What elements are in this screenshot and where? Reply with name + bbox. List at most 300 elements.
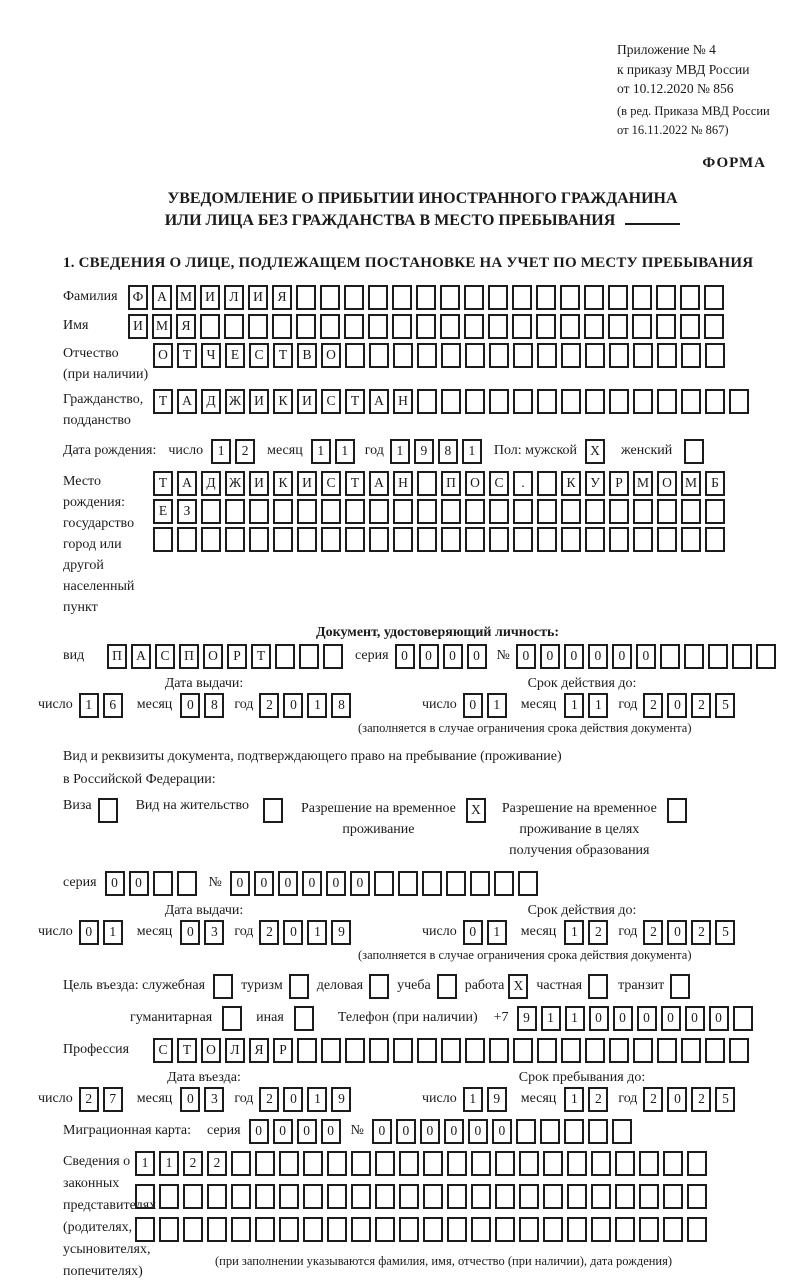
citizenship-cells-cell[interactable] <box>681 389 701 414</box>
birth-place-row3-cells-cell[interactable] <box>609 527 629 552</box>
guardians-row2-cells-cell[interactable] <box>135 1184 155 1209</box>
profession-cells-cell[interactable] <box>537 1038 557 1063</box>
guardians-row2-cells-cell[interactable] <box>351 1184 371 1209</box>
guardians-row3-cells-cell[interactable] <box>135 1217 155 1242</box>
birth-place-row2-cells-cell[interactable] <box>321 499 341 524</box>
purpose-transit-checkbox[interactable] <box>670 974 694 999</box>
purpose-work-checkbox[interactable] <box>508 974 532 999</box>
guardians-row2-cells-cell[interactable] <box>207 1184 227 1209</box>
doc-number-cells-cell[interactable]: 0 <box>540 644 560 669</box>
doc-issue-year-cells-cell[interactable]: 0 <box>283 693 303 718</box>
doc-type-cells-cell[interactable] <box>275 644 295 669</box>
profession-cells-cell[interactable] <box>441 1038 461 1063</box>
birth-place-row1-cells-cell[interactable]: П <box>441 471 461 496</box>
mig-number-cells-cell[interactable] <box>516 1119 536 1144</box>
res-issue-month-cells-cell[interactable]: 3 <box>204 920 224 945</box>
birth-place-row2-cells-cell[interactable] <box>393 499 413 524</box>
guardians-row2-cells-cell[interactable] <box>615 1184 635 1209</box>
mig-number-cells-cell[interactable] <box>540 1119 560 1144</box>
surname-cells-cell[interactable] <box>512 285 532 310</box>
doc-type-cells-cell[interactable]: С <box>155 644 175 669</box>
temp-residence-checkbox[interactable] <box>466 798 490 823</box>
profession-cells-cell[interactable]: Т <box>177 1038 197 1063</box>
phone-cells-cell[interactable]: 1 <box>541 1006 561 1031</box>
surname-cells-cell[interactable] <box>632 285 652 310</box>
birth-place-row1-cells-cell[interactable]: О <box>657 471 677 496</box>
res-number-cells-cell[interactable] <box>446 871 466 896</box>
profession-cells-cell[interactable] <box>465 1038 485 1063</box>
given-name-cells-cell[interactable] <box>488 314 508 339</box>
res-series-cells-cell[interactable] <box>153 871 173 896</box>
birth-place-row2-cells-cell[interactable] <box>537 499 557 524</box>
doc-number-cells-cell[interactable]: 0 <box>588 644 608 669</box>
guardians-row1-cells-cell[interactable] <box>663 1151 683 1176</box>
res-number-cells-cell[interactable]: 0 <box>326 871 346 896</box>
given-name-cells-cell[interactable]: М <box>152 314 172 339</box>
guardians-row1-cells-cell[interactable] <box>471 1151 491 1176</box>
birth-month-cells-cell[interactable]: 1 <box>311 439 331 464</box>
surname-cells-cell[interactable] <box>296 285 316 310</box>
doc-number-cells-cell[interactable] <box>756 644 776 669</box>
patronymic-cells-cell[interactable] <box>609 343 629 368</box>
given-name-cells-cell[interactable] <box>464 314 484 339</box>
mig-series-cells-cell[interactable]: 0 <box>297 1119 317 1144</box>
res-issue-day-cells-cell[interactable]: 1 <box>103 920 123 945</box>
mig-number-cells-cell[interactable]: 0 <box>444 1119 464 1144</box>
surname-cells-cell[interactable] <box>704 285 724 310</box>
patronymic-cells-cell[interactable] <box>465 343 485 368</box>
profession-cells-cell[interactable]: О <box>201 1038 221 1063</box>
guardians-row2-cells-cell[interactable] <box>543 1184 563 1209</box>
res-issue-year-cells[interactable] <box>259 920 355 945</box>
doc-issue-month-cells-cell[interactable]: 8 <box>204 693 224 718</box>
res-valid-day-cells[interactable] <box>463 920 511 945</box>
birth-place-row1-cells-cell[interactable]: О <box>465 471 485 496</box>
profession-cells-cell[interactable]: Р <box>273 1038 293 1063</box>
birth-place-row3-cells-cell[interactable] <box>393 527 413 552</box>
birth-place-row3-cells-cell[interactable] <box>633 527 653 552</box>
purpose-other-checkbox-cell[interactable] <box>294 1006 314 1031</box>
guardians-row3-cells-cell[interactable] <box>327 1217 347 1242</box>
entry-year-cells-cell[interactable]: 2 <box>259 1087 279 1112</box>
given-name-cells-cell[interactable] <box>200 314 220 339</box>
surname-cells-cell[interactable]: И <box>200 285 220 310</box>
doc-number-cells-cell[interactable]: 0 <box>636 644 656 669</box>
birth-year-cells-cell[interactable]: 1 <box>390 439 410 464</box>
guardians-row2-cells-cell[interactable] <box>567 1184 587 1209</box>
res-number-cells-cell[interactable]: 0 <box>302 871 322 896</box>
surname-cells-cell[interactable]: М <box>176 285 196 310</box>
birth-place-row2-cells-cell[interactable] <box>681 499 701 524</box>
profession-cells-cell[interactable] <box>345 1038 365 1063</box>
birth-place-row2-cells-cell[interactable] <box>345 499 365 524</box>
res-valid-month-cells-cell[interactable]: 2 <box>588 920 608 945</box>
purpose-transit-checkbox-cell[interactable] <box>670 974 690 999</box>
guardians-row3-cells-cell[interactable] <box>495 1217 515 1242</box>
guardians-row1-cells-cell[interactable] <box>591 1151 611 1176</box>
citizenship-cells-cell[interactable]: А <box>369 389 389 414</box>
given-name-cells[interactable] <box>128 314 728 339</box>
female-checkbox-cell[interactable] <box>684 439 704 464</box>
guardians-row1-cells-cell[interactable] <box>543 1151 563 1176</box>
citizenship-cells-cell[interactable]: С <box>321 389 341 414</box>
profession-cells-cell[interactable] <box>417 1038 437 1063</box>
citizenship-cells-cell[interactable]: К <box>273 389 293 414</box>
surname-cells-cell[interactable]: И <box>248 285 268 310</box>
birth-place-row3-cells-cell[interactable] <box>177 527 197 552</box>
doc-series-cells-cell[interactable]: 0 <box>419 644 439 669</box>
doc-type-cells-cell[interactable]: Р <box>227 644 247 669</box>
doc-valid-year-cells-cell[interactable]: 2 <box>691 693 711 718</box>
mig-number-cells-cell[interactable] <box>588 1119 608 1144</box>
surname-cells[interactable] <box>128 285 728 310</box>
birth-day-cells-cell[interactable]: 2 <box>235 439 255 464</box>
residence-permit-checkbox-cell[interactable] <box>263 798 283 823</box>
doc-issue-day-cells-cell[interactable]: 1 <box>79 693 99 718</box>
citizenship-cells-cell[interactable] <box>633 389 653 414</box>
res-issue-year-cells-cell[interactable]: 2 <box>259 920 279 945</box>
guardians-row1-cells-cell[interactable] <box>639 1151 659 1176</box>
birth-place-row2-cells-cell[interactable] <box>609 499 629 524</box>
birth-place-row2-cells-cell[interactable] <box>249 499 269 524</box>
doc-type-cells-cell[interactable]: П <box>107 644 127 669</box>
guardians-row1-cells-cell[interactable] <box>279 1151 299 1176</box>
guardians-row3-cells-cell[interactable] <box>207 1217 227 1242</box>
birth-place-row2-cells-cell[interactable] <box>417 499 437 524</box>
guardians-row1-cells-cell[interactable]: 2 <box>183 1151 203 1176</box>
given-name-cells-cell[interactable] <box>272 314 292 339</box>
res-valid-year-cells-cell[interactable]: 2 <box>643 920 663 945</box>
doc-series-cells-cell[interactable]: 0 <box>443 644 463 669</box>
guardians-row3-cells-cell[interactable] <box>663 1217 683 1242</box>
res-issue-month-cells[interactable] <box>180 920 228 945</box>
surname-cells-cell[interactable]: А <box>152 285 172 310</box>
stay-year-cells-cell[interactable]: 2 <box>643 1087 663 1112</box>
birth-place-row3-cells-cell[interactable] <box>225 527 245 552</box>
citizenship-cells-cell[interactable]: Д <box>201 389 221 414</box>
residence-permit-checkbox[interactable] <box>263 798 287 823</box>
birth-place-row2-cells-cell[interactable] <box>297 499 317 524</box>
mig-series-cells[interactable] <box>249 1119 345 1144</box>
res-issue-day-cells-cell[interactable]: 0 <box>79 920 99 945</box>
doc-type-cells-cell[interactable] <box>323 644 343 669</box>
guardians-row1-cells-cell[interactable] <box>567 1151 587 1176</box>
birth-place-row3-cells-cell[interactable] <box>417 527 437 552</box>
res-valid-year-cells-cell[interactable]: 0 <box>667 920 687 945</box>
guardians-row3-cells-cell[interactable] <box>399 1217 419 1242</box>
given-name-cells-cell[interactable] <box>632 314 652 339</box>
phone-cells-cell[interactable]: 0 <box>685 1006 705 1031</box>
profession-cells-cell[interactable] <box>393 1038 413 1063</box>
stay-month-cells[interactable] <box>564 1087 612 1112</box>
purpose-official-checkbox-cell[interactable] <box>213 974 233 999</box>
patronymic-cells-cell[interactable] <box>657 343 677 368</box>
birth-place-row1-cells-cell[interactable]: Ж <box>225 471 245 496</box>
guardians-row3-cells-cell[interactable] <box>255 1217 275 1242</box>
citizenship-cells-cell[interactable] <box>585 389 605 414</box>
res-number-cells-cell[interactable] <box>470 871 490 896</box>
guardians-row1-cells-cell[interactable] <box>519 1151 539 1176</box>
guardians-row2-cells-cell[interactable] <box>279 1184 299 1209</box>
guardians-row3-cells-cell[interactable] <box>447 1217 467 1242</box>
guardians-row3-cells-cell[interactable] <box>687 1217 707 1242</box>
mig-series-cells-cell[interactable]: 0 <box>249 1119 269 1144</box>
given-name-cells-cell[interactable] <box>704 314 724 339</box>
surname-cells-cell[interactable] <box>344 285 364 310</box>
birth-place-row1-cells-cell[interactable]: С <box>321 471 341 496</box>
res-series-cells-cell[interactable]: 0 <box>129 871 149 896</box>
birth-place-row2-cells-cell[interactable]: З <box>177 499 197 524</box>
guardians-row3-cells-cell[interactable] <box>591 1217 611 1242</box>
res-number-cells-cell[interactable] <box>518 871 538 896</box>
mig-number-cells-cell[interactable]: 0 <box>468 1119 488 1144</box>
purpose-other-checkbox[interactable] <box>294 1006 318 1031</box>
guardians-row1-cells-cell[interactable] <box>423 1151 443 1176</box>
patronymic-cells-cell[interactable] <box>369 343 389 368</box>
birth-place-row1-cells-cell[interactable]: М <box>633 471 653 496</box>
res-valid-year-cells-cell[interactable]: 2 <box>691 920 711 945</box>
birth-year-cells-cell[interactable]: 9 <box>414 439 434 464</box>
guardians-row3-cells-cell[interactable] <box>519 1217 539 1242</box>
doc-valid-day-cells-cell[interactable]: 1 <box>487 693 507 718</box>
birth-year-cells[interactable] <box>390 439 486 464</box>
res-issue-year-cells-cell[interactable]: 0 <box>283 920 303 945</box>
birth-place-row2-cells-cell[interactable] <box>705 499 725 524</box>
given-name-cells-cell[interactable] <box>680 314 700 339</box>
purpose-study-checkbox-cell[interactable] <box>437 974 457 999</box>
res-valid-year-cells-cell[interactable]: 5 <box>715 920 735 945</box>
guardians-row2-cells-cell[interactable] <box>375 1184 395 1209</box>
surname-cells-cell[interactable] <box>584 285 604 310</box>
given-name-cells-cell[interactable] <box>608 314 628 339</box>
res-issue-year-cells-cell[interactable]: 1 <box>307 920 327 945</box>
birth-place-row3-cells-cell[interactable] <box>561 527 581 552</box>
guardians-row1-cells-cell[interactable] <box>255 1151 275 1176</box>
given-name-cells-cell[interactable] <box>560 314 580 339</box>
mig-number-cells-cell[interactable]: 0 <box>372 1119 392 1144</box>
patronymic-cells-cell[interactable] <box>537 343 557 368</box>
birth-place-row1-cells[interactable] <box>153 471 729 496</box>
res-valid-year-cells[interactable] <box>643 920 739 945</box>
birth-place-row3-cells-cell[interactable] <box>369 527 389 552</box>
purpose-tourism-checkbox-cell[interactable] <box>289 974 309 999</box>
surname-cells-cell[interactable] <box>320 285 340 310</box>
res-valid-month-cells[interactable] <box>564 920 612 945</box>
guardians-row2-cells-cell[interactable] <box>495 1184 515 1209</box>
phone-cells-cell[interactable]: 1 <box>565 1006 585 1031</box>
surname-cells-cell[interactable] <box>368 285 388 310</box>
doc-number-cells-cell[interactable] <box>732 644 752 669</box>
profession-cells-cell[interactable] <box>297 1038 317 1063</box>
birth-place-row3-cells-cell[interactable] <box>153 527 173 552</box>
res-issue-year-cells-cell[interactable]: 9 <box>331 920 351 945</box>
given-name-cells-cell[interactable] <box>368 314 388 339</box>
stay-year-cells[interactable] <box>643 1087 739 1112</box>
birth-place-row2-cells-cell[interactable] <box>633 499 653 524</box>
surname-cells-cell[interactable]: Л <box>224 285 244 310</box>
mig-series-cells-cell[interactable]: 0 <box>321 1119 341 1144</box>
birth-place-row2-cells-cell[interactable]: Е <box>153 499 173 524</box>
citizenship-cells-cell[interactable] <box>561 389 581 414</box>
surname-cells-cell[interactable] <box>656 285 676 310</box>
citizenship-cells-cell[interactable]: Т <box>345 389 365 414</box>
guardians-row2-cells-cell[interactable] <box>183 1184 203 1209</box>
purpose-humanitarian-checkbox[interactable] <box>222 1006 246 1031</box>
visa-checkbox-cell[interactable] <box>98 798 118 823</box>
entry-month-cells[interactable] <box>180 1087 228 1112</box>
phone-cells-cell[interactable]: 0 <box>661 1006 681 1031</box>
patronymic-cells-cell[interactable] <box>393 343 413 368</box>
given-name-cells-cell[interactable] <box>656 314 676 339</box>
guardians-row3-cells-cell[interactable] <box>639 1217 659 1242</box>
given-name-cells-cell[interactable] <box>416 314 436 339</box>
citizenship-cells-cell[interactable]: И <box>249 389 269 414</box>
res-issue-day-cells[interactable] <box>79 920 127 945</box>
patronymic-cells-cell[interactable]: Ч <box>201 343 221 368</box>
doc-number-cells-cell[interactable] <box>708 644 728 669</box>
res-number-cells-cell[interactable] <box>374 871 394 896</box>
birth-place-row3-cells-cell[interactable] <box>273 527 293 552</box>
citizenship-cells-cell[interactable] <box>513 389 533 414</box>
guardians-row3-cells-cell[interactable] <box>279 1217 299 1242</box>
birth-place-row1-cells-cell[interactable]: А <box>177 471 197 496</box>
surname-cells-cell[interactable] <box>536 285 556 310</box>
doc-series-cells-cell[interactable]: 0 <box>467 644 487 669</box>
birth-place-row2-cells-cell[interactable] <box>441 499 461 524</box>
doc-issue-year-cells[interactable] <box>259 693 355 718</box>
female-checkbox[interactable] <box>684 439 708 464</box>
mig-number-cells-cell[interactable] <box>564 1119 584 1144</box>
doc-type-cells-cell[interactable]: П <box>179 644 199 669</box>
entry-year-cells-cell[interactable]: 1 <box>307 1087 327 1112</box>
birth-place-row1-cells-cell[interactable]: У <box>585 471 605 496</box>
stay-year-cells-cell[interactable]: 2 <box>691 1087 711 1112</box>
guardians-row1-cells-cell[interactable] <box>303 1151 323 1176</box>
given-name-cells-cell[interactable]: Я <box>176 314 196 339</box>
patronymic-cells-cell[interactable] <box>705 343 725 368</box>
surname-cells-cell[interactable] <box>560 285 580 310</box>
doc-type-cells-cell[interactable] <box>299 644 319 669</box>
birth-place-row3-cells-cell[interactable] <box>489 527 509 552</box>
guardians-row3-cells-cell[interactable] <box>567 1217 587 1242</box>
birth-place-row3-cells-cell[interactable] <box>201 527 221 552</box>
birth-place-row1-cells-cell[interactable]: К <box>273 471 293 496</box>
guardians-row2-cells-cell[interactable] <box>399 1184 419 1209</box>
doc-issue-day-cells[interactable] <box>79 693 127 718</box>
birth-place-row3-cells[interactable] <box>153 527 729 552</box>
patronymic-cells-cell[interactable] <box>681 343 701 368</box>
purpose-tourism-checkbox[interactable] <box>289 974 313 999</box>
mig-number-cells-cell[interactable]: 0 <box>420 1119 440 1144</box>
res-valid-month-cells-cell[interactable]: 1 <box>564 920 584 945</box>
birth-place-row1-cells-cell[interactable]: Н <box>393 471 413 496</box>
birth-place-row3-cells-cell[interactable] <box>681 527 701 552</box>
guardians-row1-cells-cell[interactable] <box>687 1151 707 1176</box>
birth-place-row3-cells-cell[interactable] <box>657 527 677 552</box>
birth-place-row3-cells-cell[interactable] <box>513 527 533 552</box>
guardians-row3-cells-cell[interactable] <box>471 1217 491 1242</box>
birth-place-row1-cells-cell[interactable]: М <box>681 471 701 496</box>
stay-year-cells-cell[interactable]: 0 <box>667 1087 687 1112</box>
guardians-row3-cells-cell[interactable] <box>423 1217 443 1242</box>
profession-cells-cell[interactable] <box>585 1038 605 1063</box>
edu-residence-checkbox-cell[interactable] <box>667 798 687 823</box>
profession-cells-cell[interactable]: С <box>153 1038 173 1063</box>
birth-place-row3-cells-cell[interactable] <box>465 527 485 552</box>
surname-cells-cell[interactable] <box>488 285 508 310</box>
guardians-row2-cells-cell[interactable] <box>423 1184 443 1209</box>
birth-place-row1-cells-cell[interactable]: И <box>297 471 317 496</box>
given-name-cells-cell[interactable]: И <box>128 314 148 339</box>
entry-year-cells-cell[interactable]: 0 <box>283 1087 303 1112</box>
entry-month-cells-cell[interactable]: 3 <box>204 1087 224 1112</box>
given-name-cells-cell[interactable] <box>440 314 460 339</box>
entry-year-cells-cell[interactable]: 9 <box>331 1087 351 1112</box>
profession-cells-cell[interactable] <box>705 1038 725 1063</box>
doc-issue-year-cells-cell[interactable]: 2 <box>259 693 279 718</box>
guardians-row1-cells-cell[interactable]: 2 <box>207 1151 227 1176</box>
birth-place-row2-cells-cell[interactable] <box>465 499 485 524</box>
birth-place-row1-cells-cell[interactable]: С <box>489 471 509 496</box>
res-series-cells[interactable] <box>105 871 201 896</box>
birth-place-row2-cells-cell[interactable] <box>273 499 293 524</box>
phone-cells-cell[interactable] <box>733 1006 753 1031</box>
purpose-private-checkbox-cell[interactable] <box>588 974 608 999</box>
res-number-cells-cell[interactable]: 0 <box>278 871 298 896</box>
birth-place-row1-cells-cell[interactable]: . <box>513 471 533 496</box>
birth-place-row1-cells-cell[interactable]: Р <box>609 471 629 496</box>
guardians-row2-cells-cell[interactable] <box>663 1184 683 1209</box>
doc-number-cells-cell[interactable]: 0 <box>564 644 584 669</box>
entry-day-cells-cell[interactable]: 2 <box>79 1087 99 1112</box>
patronymic-cells-cell[interactable] <box>441 343 461 368</box>
phone-cells-cell[interactable]: 0 <box>637 1006 657 1031</box>
guardians-row3-cells[interactable] <box>135 1217 711 1242</box>
citizenship-cells-cell[interactable]: Т <box>153 389 173 414</box>
patronymic-cells[interactable] <box>153 343 729 368</box>
patronymic-cells-cell[interactable]: О <box>153 343 173 368</box>
res-number-cells-cell[interactable] <box>398 871 418 896</box>
patronymic-cells-cell[interactable]: Т <box>177 343 197 368</box>
doc-valid-year-cells-cell[interactable]: 0 <box>667 693 687 718</box>
res-series-cells-cell[interactable] <box>177 871 197 896</box>
res-number-cells-cell[interactable]: 0 <box>254 871 274 896</box>
doc-series-cells-cell[interactable]: 0 <box>395 644 415 669</box>
guardians-row3-cells-cell[interactable] <box>231 1217 251 1242</box>
birth-place-row2-cells-cell[interactable] <box>369 499 389 524</box>
profession-cells-cell[interactable]: Я <box>249 1038 269 1063</box>
birth-month-cells-cell[interactable]: 1 <box>335 439 355 464</box>
guardians-row2-cells-cell[interactable] <box>591 1184 611 1209</box>
doc-number-cells-cell[interactable]: 0 <box>612 644 632 669</box>
birth-place-row1-cells-cell[interactable]: Б <box>705 471 725 496</box>
surname-cells-cell[interactable] <box>680 285 700 310</box>
patronymic-cells-cell[interactable]: О <box>321 343 341 368</box>
given-name-cells-cell[interactable] <box>296 314 316 339</box>
patronymic-cells-cell[interactable] <box>633 343 653 368</box>
res-issue-month-cells-cell[interactable]: 0 <box>180 920 200 945</box>
birth-place-row1-cells-cell[interactable] <box>417 471 437 496</box>
guardians-row2-cells-cell[interactable] <box>231 1184 251 1209</box>
given-name-cells-cell[interactable] <box>536 314 556 339</box>
phone-cells-cell[interactable]: 0 <box>613 1006 633 1031</box>
patronymic-cells-cell[interactable] <box>561 343 581 368</box>
citizenship-cells-cell[interactable] <box>537 389 557 414</box>
entry-day-cells[interactable] <box>79 1087 127 1112</box>
profession-cells-cell[interactable] <box>633 1038 653 1063</box>
surname-cells-cell[interactable] <box>464 285 484 310</box>
purpose-official-checkbox[interactable] <box>213 974 237 999</box>
